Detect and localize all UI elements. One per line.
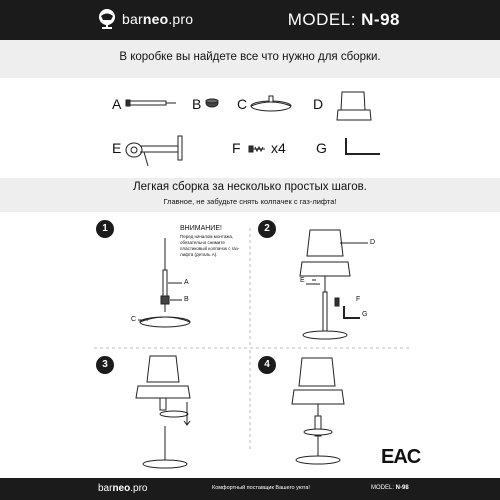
assembly-subheading: Главное, не забудьте снять колпачек с газ-лифта!	[163, 197, 337, 206]
step-1-badge: 1	[96, 220, 114, 238]
warning-text: Перед началом монтажа, обязательно снимите пластиковый колпачок с газ-лифта (деталь А).	[180, 234, 240, 257]
footrest-part-e	[126, 136, 182, 166]
step1-label-c: C	[131, 316, 137, 323]
hex-key-part-g	[346, 138, 380, 154]
step3-illustration	[136, 356, 190, 468]
screw-part-f	[249, 146, 265, 152]
footer-brand: barneo.pro	[98, 483, 148, 494]
footer-tagline: Комфортный поставщик Вашего уюта!	[212, 485, 310, 491]
model-title: MODEL: N-98	[287, 10, 400, 29]
step2-label-d: D	[370, 239, 376, 246]
step-4-badge: 4	[258, 356, 276, 374]
part-label-f: F	[232, 140, 241, 156]
step2-label-g: G	[362, 311, 368, 318]
warning-title: ВНИМАНИЕ!	[180, 225, 222, 232]
step2-illustration	[300, 230, 368, 339]
part-label-c: C	[237, 96, 248, 112]
eac-certification-mark: EAC	[381, 446, 421, 468]
parts-heading: В коробке вы найдете все что нужно для сборки.	[119, 51, 381, 63]
seat-part-d	[337, 92, 371, 120]
step1-label-a: A	[184, 279, 189, 286]
part-label-g: G	[316, 140, 327, 156]
assembly-heading: Легкая сборка за несколько простых шагов.	[133, 181, 367, 193]
footer-bar	[0, 478, 500, 500]
footer-model: MODEL: N-98	[371, 485, 409, 491]
step-2-badge: 2	[258, 220, 276, 238]
step1-label-b: B	[184, 296, 189, 303]
part-f-quantity: x4	[271, 140, 286, 156]
step4-illustration	[292, 358, 344, 464]
brand-name: barneo.pro	[122, 11, 194, 27]
bushing-part-b	[206, 99, 218, 107]
step2-label-f: F	[356, 296, 361, 303]
step-3-badge: 3	[96, 356, 114, 374]
part-label-b: B	[192, 96, 202, 112]
part-label-d: D	[313, 96, 324, 112]
gas-lift-part-a	[126, 100, 176, 106]
part-label-a: A	[112, 96, 122, 112]
step2-label-e: E	[300, 277, 305, 284]
base-disc-part-c	[251, 96, 291, 111]
part-label-e: E	[112, 140, 122, 156]
step1-warning	[180, 225, 250, 258]
